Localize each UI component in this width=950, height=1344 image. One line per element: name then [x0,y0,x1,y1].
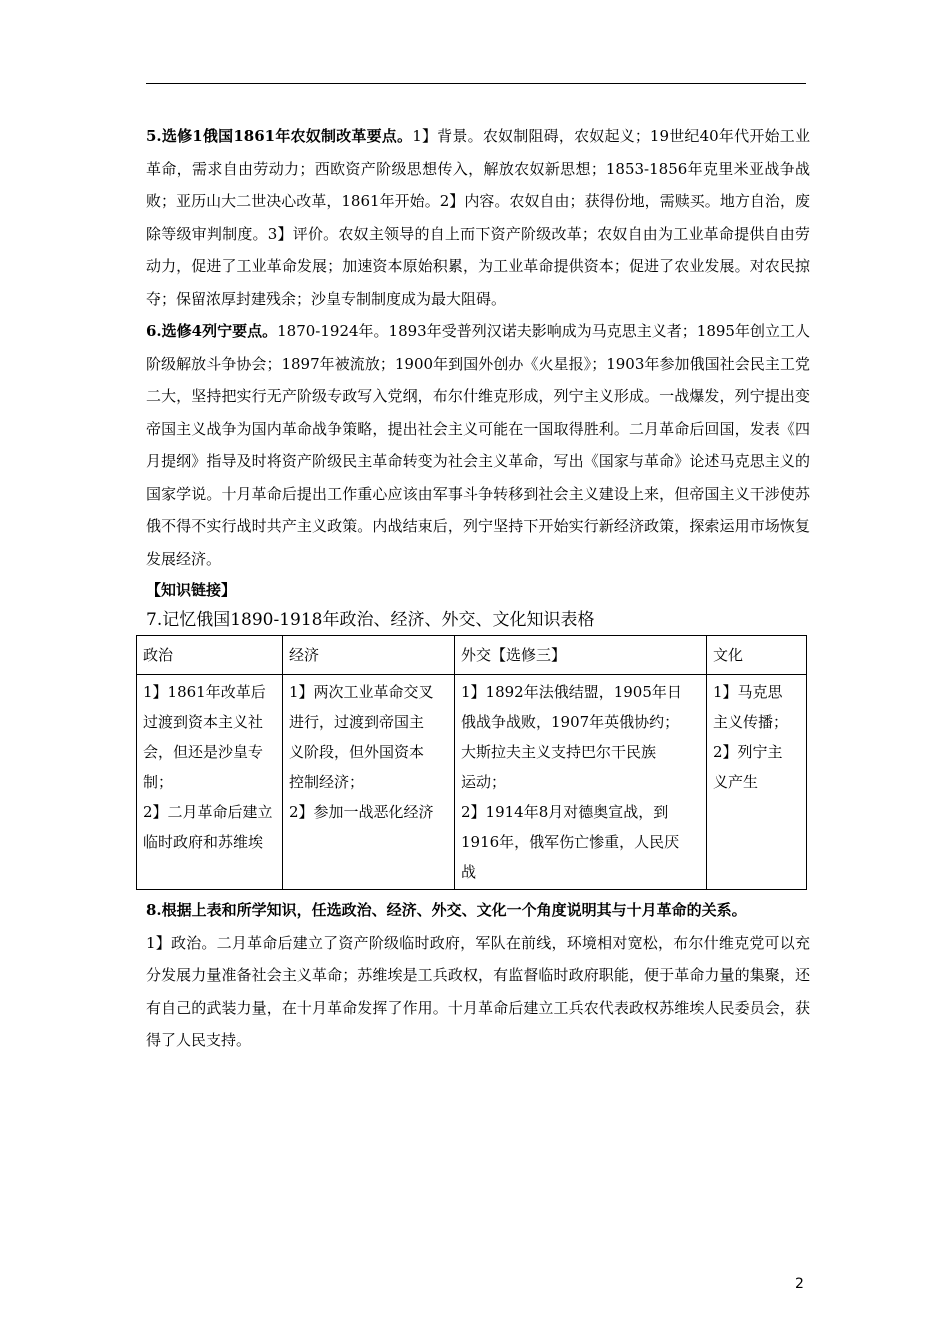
cell-diplomacy [455,675,707,890]
table-header-row [137,636,807,675]
cell-line: 俄战争战败，1907年英俄协约； [461,713,680,731]
cell-line: 1】1892年法俄结盟，1905年日 [461,683,682,701]
header-culture: 文化 [707,636,807,675]
section-6 [146,315,810,575]
cell-line: 过渡到资本主义社 [143,713,264,731]
cell-line: 进行，过渡到帝国主 [289,713,425,731]
cell-line: 2】参加一战恶化经济 [289,803,434,821]
section-5-body: 1】背景。农奴制阻碍，农奴起义；19世纪40年代开始工业革命，需求自由劳动力；西欧资产阶级思想传入，解放农奴新思想；1853-1856年克里米亚战争战败；亚历山大二世决心改革，1861年开始。2】内容。农奴自由；获得份地，需赎买。地方自治，废除等级审判制度。3】评价。农奴主领导的自上而下资产阶级改革；农奴自由为工业革命提供自由劳动力，促进了工业革命发展；加速资本原始积累，为工业革命提供资本；促进了农业发展。对农民掠夺；保留浓厚封建残余；沙皇专制制度成为最大阻碍。 [146,127,810,308]
section-6-body: 1870-1924年。1893年受普列汉诺夫影响成为马克思主义者；1895年创立工人阶级解放斗争协会；1897年被流放；1900年到国外创办《火星报》；1903年参加俄国社会民主工党二大，坚持把实行无产阶级专政写入党纲，布尔什维克形成，列宁主义形成。一战爆发，列宁提出变帝国主义战争为国内革命战争策略，提出社会主义可能在一国取得胜利。二月革命后回国，发表《四月提纲》指导及时将资产阶级民主革命转变为社会主义革命，写出《国家与革命》论述马克思主义的国家学说。十月革命后提出工作重心应该由军事斗争转移到社会主义建设上来，但帝国主义干涉使苏俄不得不实行战时共产主义政策。内战结束后，列宁坚持下开始实行新经济政策，探索运用市场恢复发展经济。 [146,322,810,568]
cell-line: 临时政府和苏维埃 [143,833,264,851]
section-7-title: 7.记忆俄国1890-1918年政治、经济、外交、文化知识表格 [146,610,595,630]
cell-politics [137,675,283,890]
cell-line: 1】1861年改革后 [143,683,266,701]
header-economy: 经济 [283,636,455,675]
cell-economy [283,675,455,890]
table-row [137,675,807,890]
header-diplomacy: 外交【选修三】 [455,636,707,675]
cell-line: 会，但还是沙皇专 [143,743,264,761]
cell-line: 义产生 [713,773,759,791]
cell-culture [707,675,807,890]
header-rule [146,83,806,84]
cell-line: 2】列宁主 [713,743,783,761]
cell-line: 运动； [461,773,507,791]
knowledge-table [136,635,807,890]
cell-line: 控制经济； [289,773,365,791]
cell-line: 1】两次工业革命交叉 [289,683,434,701]
cell-line: 制； [143,773,174,791]
knowledge-link-heading: 【知识链接】 [146,581,237,599]
cell-line: 大斯拉夫主义支持巴尔干民族 [461,743,657,761]
cell-line: 1916年，俄军伤亡惨重，人民厌 [461,833,680,851]
header-politics: 政治 [137,636,283,675]
section-5-title: 5.选修1俄国1861年农奴制改革要点。 [146,127,413,145]
section-6-title: 6.选修4列宁要点。 [146,322,278,340]
section-8-body: 1】政治。二月革命后建立了资产阶级临时政府，军队在前线，环境相对宽松，布尔什维克党可以充分发展力量准备社会主义革命；苏维埃是工兵政权，有监督临时政府职能，便于革命力量的集聚，还有自己的武装力量，在十月革命发挥了作用。十月革命后建立工兵农代表政权苏维埃人民委员会，获得了人民支持。 [146,933,810,1049]
cell-line: 战 [461,863,477,881]
section-5 [146,120,810,315]
cell-line: 2】二月革命后建立 [143,803,273,821]
page-number: 2 [795,1276,804,1292]
section-8-title: 8.根据上表和所学知识，任选政治、经济、外交、文化一个角度说明其与十月革命的关系。 [146,901,747,919]
cell-line: 2】1914年8月对德奥宣战，到 [461,803,669,821]
cell-line: 主义传播； [713,713,789,731]
cell-line: 义阶段，但外国资本 [289,743,425,761]
page-content [143,120,810,1057]
cell-line: 1】马克思 [713,683,783,701]
